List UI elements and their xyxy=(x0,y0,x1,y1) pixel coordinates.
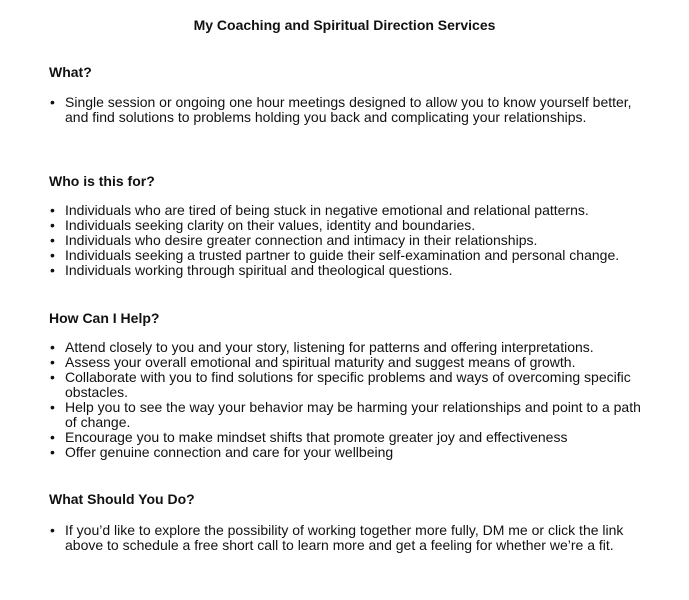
list-item: • Single session or ongoing one hour meetings designed to allow you to know yourself better, and find solutions to problems holding you back and complicating your relationships. xyxy=(49,95,649,125)
list-item: • If you’d like to explore the possibility of working together more fully, DM me or click the link above to schedule a free short call to learn more and get a feeling for whether we’re a fit. xyxy=(49,523,649,553)
list-item: • Help you to see the way your behavior may be harming your relationships and point to a path of change. xyxy=(49,400,649,430)
list-item: • Collaborate with you to find solutions for specific problems and ways of overcoming specific obstacles. xyxy=(49,370,649,400)
bullet-list-who xyxy=(49,203,649,278)
page-title: My Coaching and Spiritual Direction Services xyxy=(193,17,496,33)
list-item: • Individuals working through spiritual and theological questions. xyxy=(49,263,649,278)
list-item: • Individuals who are tired of being stuck in negative emotional and relational patterns. xyxy=(49,203,649,218)
list-item: • Individuals seeking a trusted partner to guide their self-examination and personal change. xyxy=(49,248,649,263)
bullet-list-how xyxy=(49,340,649,460)
section-heading-what: What? xyxy=(49,64,92,80)
bullet-list-what-to-do xyxy=(49,523,649,553)
bullet-list-what xyxy=(49,95,649,125)
section-heading-how: How Can I Help? xyxy=(49,310,160,326)
list-item: • Individuals who desire greater connection and intimacy in their relationships. xyxy=(49,233,649,248)
list-item: • Encourage you to make mindset shifts that promote greater joy and effectiveness xyxy=(49,430,649,445)
list-item: • Assess your overall emotional and spiritual maturity and suggest means of growth. xyxy=(49,355,649,370)
section-heading-what-to-do: What Should You Do? xyxy=(49,491,195,507)
list-item: • Offer genuine connection and care for your wellbeing xyxy=(49,445,649,460)
list-item: • Individuals seeking clarity on their values, identity and boundaries. xyxy=(49,218,649,233)
list-item: • Attend closely to you and your story, listening for patterns and offering interpretations. xyxy=(49,340,649,355)
section-heading-who: Who is this for? xyxy=(49,173,155,189)
